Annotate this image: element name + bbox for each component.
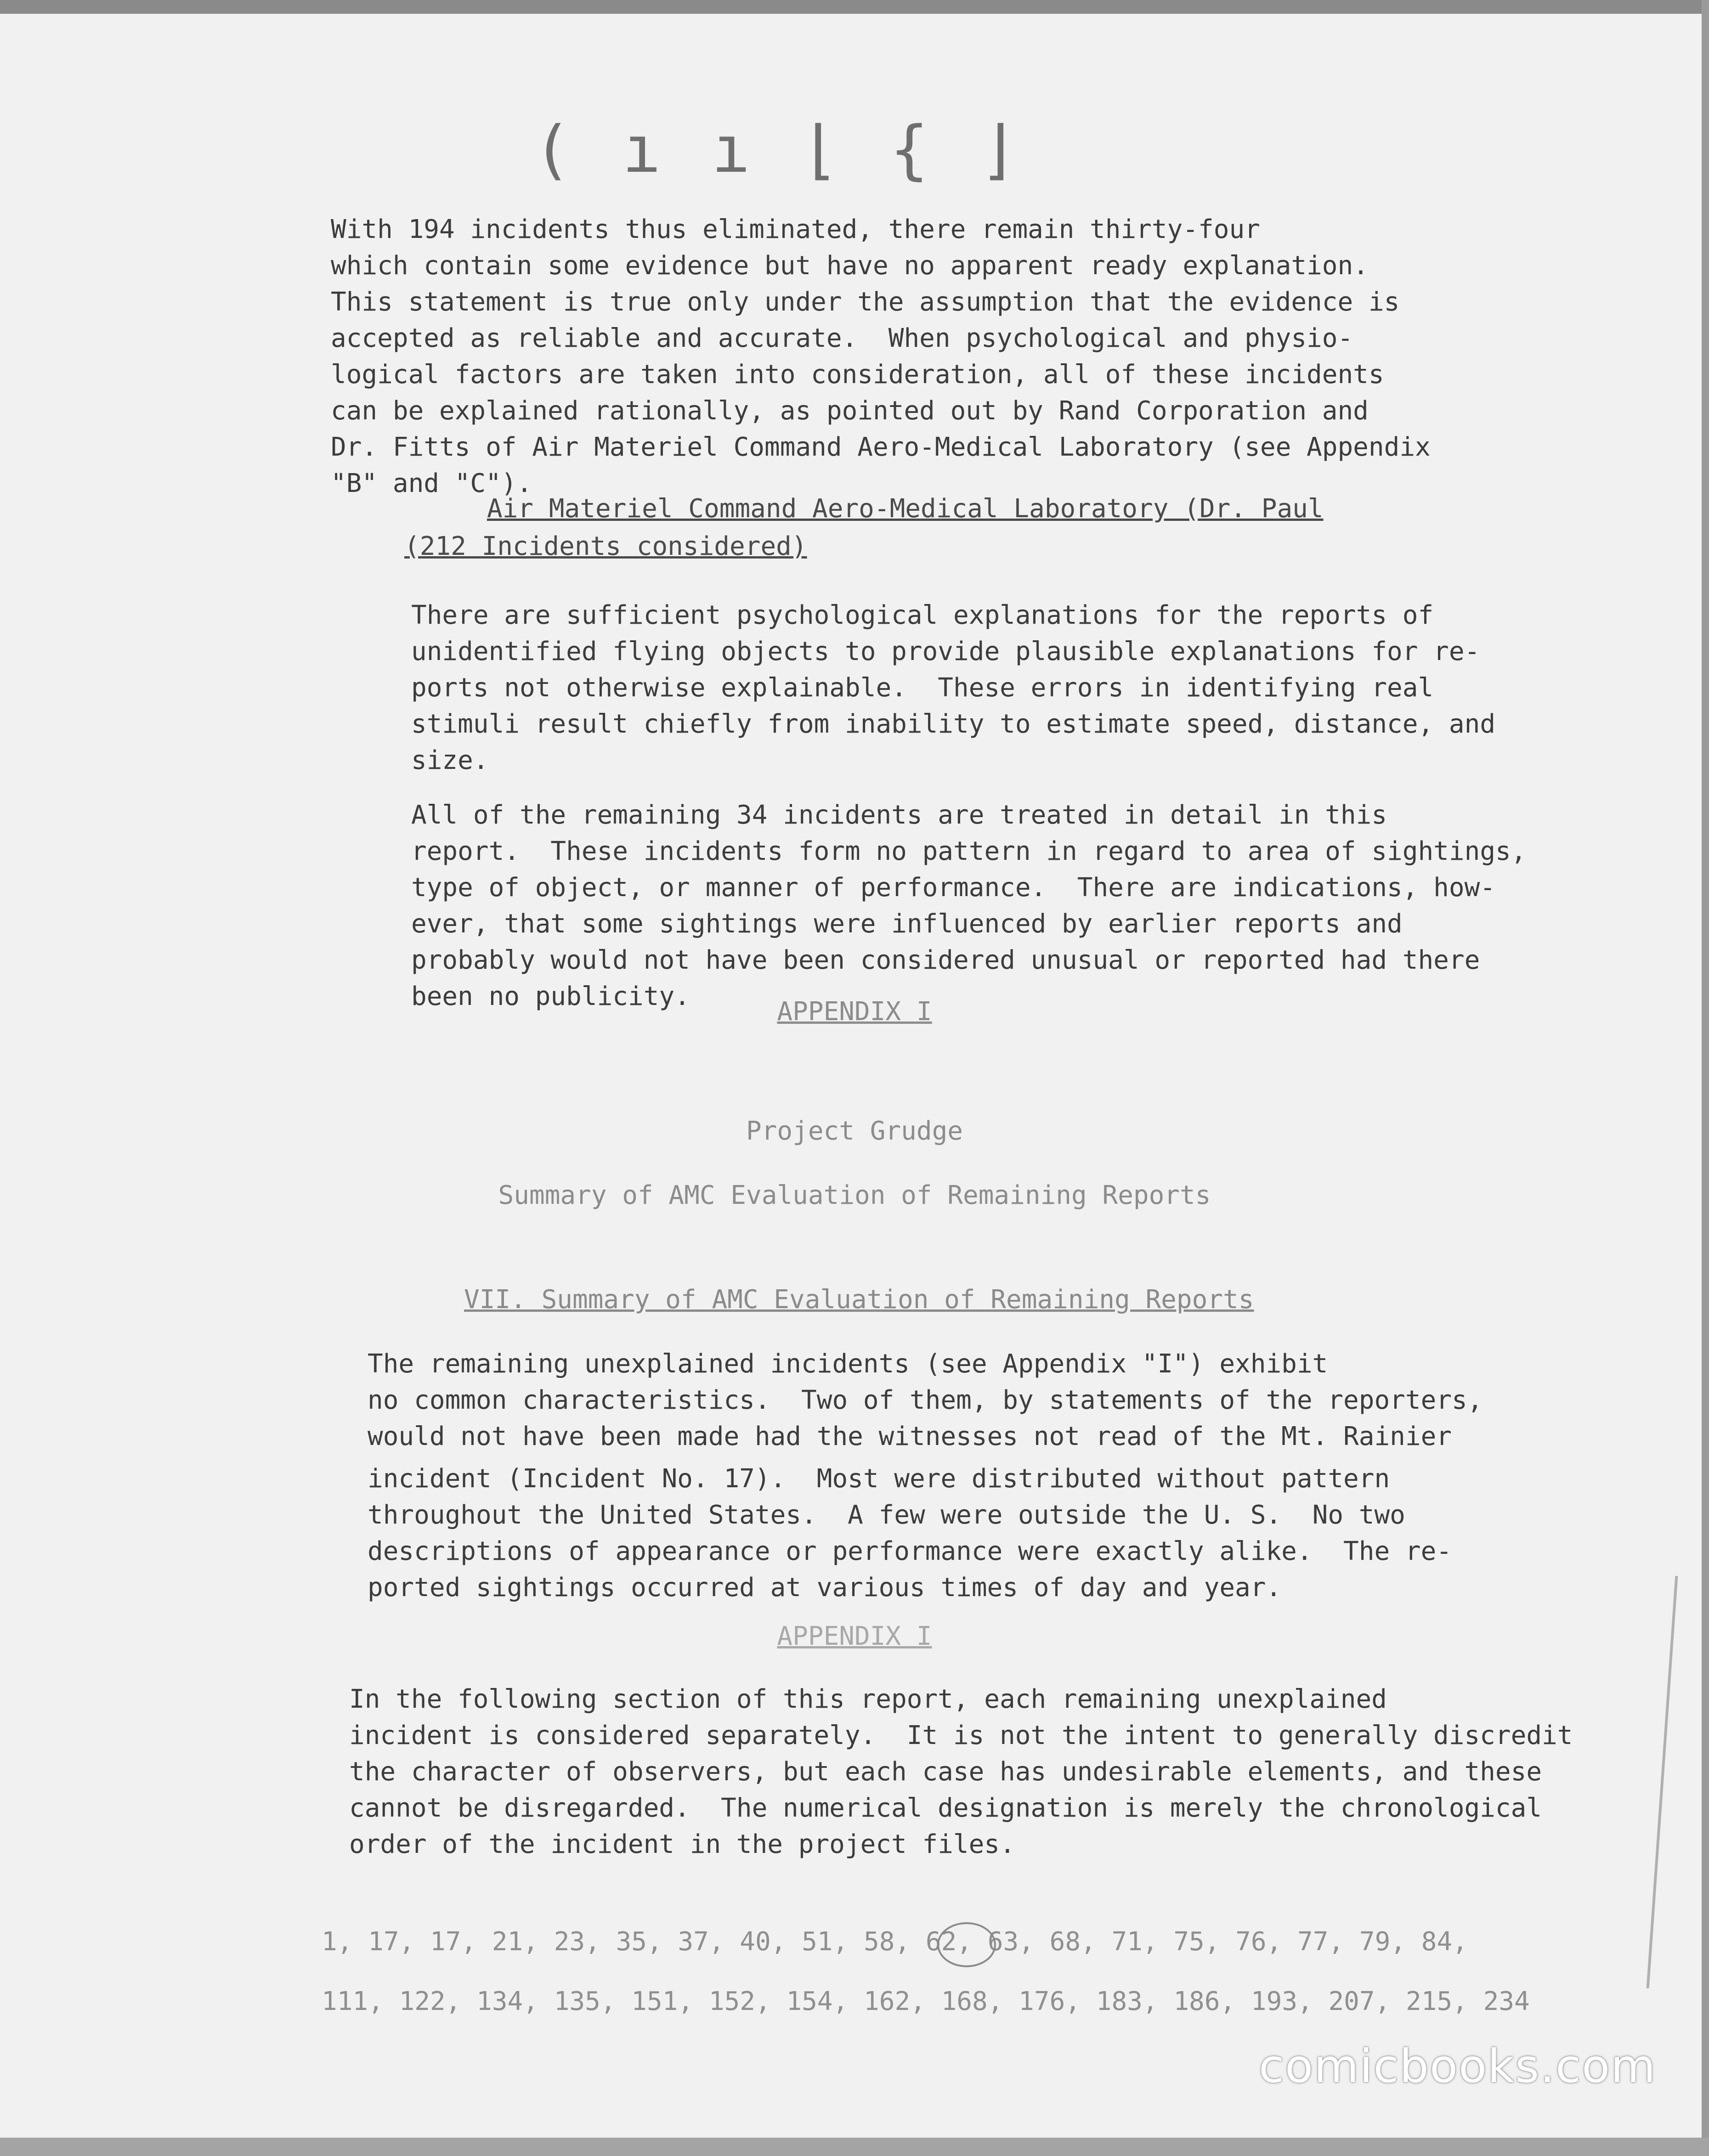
paragraph-remaining-34: All of the remaining 34 incidents are treated in detail in this report. These incidents form no pattern in regard to area of sightings, type of object, or manner of performance. There are indications, how- ever, that some sightings were influenced by earlier reports and probably would not have been considered unusual or reported had there been no publicity.	[411, 800, 1527, 1011]
appendix-title: APPENDIX I	[777, 997, 932, 1027]
amc-lab-subheading: (212 Incidents considered)	[404, 531, 807, 561]
appendix-title-2: APPENDIX I	[777, 1621, 932, 1651]
section-vii-heading: VII. Summary of AMC Evaluation of Remaining Reports	[464, 1285, 1254, 1315]
scan-top-edge	[0, 0, 1709, 14]
project-title: Project Grudge	[746, 1116, 963, 1146]
classification-stamp: (ıı⌊{⌋	[533, 113, 1069, 187]
paragraph-eliminated-incidents: With 194 incidents thus eliminated, there remain thirty-four which contain some evidence but have no apparent ready explanation. This statement is true only under the assumption that the evidence is accepted as reliable and accurate. When psychological and physio- logical factors are taken into consideration, all of these incidents can be explained rationally, as pointed out by Rand Corporation and Dr. Fitts of Air Materiel Command Aero-Medical Laboratory (see Appendix "B" and "C").	[331, 214, 1431, 498]
paragraph-distribution: incident (Incident No. 17). Most were distributed without pattern throughout the United States. A few were outside the U. S. No two descriptions of appearance or performance were exactly alike. The re- ported sightings occurred at various times of day and year.	[368, 1464, 1452, 1603]
summary-title: Summary of AMC Evaluation of Remaining Reports	[498, 1180, 1211, 1210]
circled-number-mark	[937, 1922, 996, 1967]
paragraph-psychological-explanations: There are sufficient psychological explanations for the reports of unidentified flying objects to provide plausible explanations for re- ports not otherwise explainable. These errors in identifying real stimuli result chiefly from inability to estimate speed, distance, and size.	[411, 600, 1496, 775]
incident-numbers-line-2: 111, 122, 134, 135, 151, 152, 154, 162, 168, 176, 183, 186, 193, 207, 215, 234	[322, 1987, 1530, 2016]
scan-bottom-edge	[0, 2138, 1709, 2156]
watermark: comicbooks.com	[1259, 2039, 1657, 2093]
incident-numbers-line-1: 1, 17, 17, 21, 23, 35, 37, 40, 51, 58, 62, 63, 68, 71, 75, 76, 77, 79, 84,	[322, 1927, 1468, 1957]
paragraph-remaining-unexplained: The remaining unexplained incidents (see Appendix "I") exhibit no common characteristics. Two of them, by statements of the reporters, would not have been made had the witnesses not read of the Mt. Rainier	[368, 1349, 1483, 1451]
paragraph-following-section: In the following section of this report, each remaining unexplained incident is considered separately. It is not the intent to generally discredit the character of observers, but each case has undesirable elements, and these cannot be disregarded. The numerical designation is merely the chronological order of the incident in the project files.	[349, 1684, 1573, 1859]
scan-right-edge	[1702, 0, 1709, 2156]
amc-lab-heading: Air Materiel Command Aero-Medical Laboratory (Dr. Paul	[487, 494, 1324, 524]
